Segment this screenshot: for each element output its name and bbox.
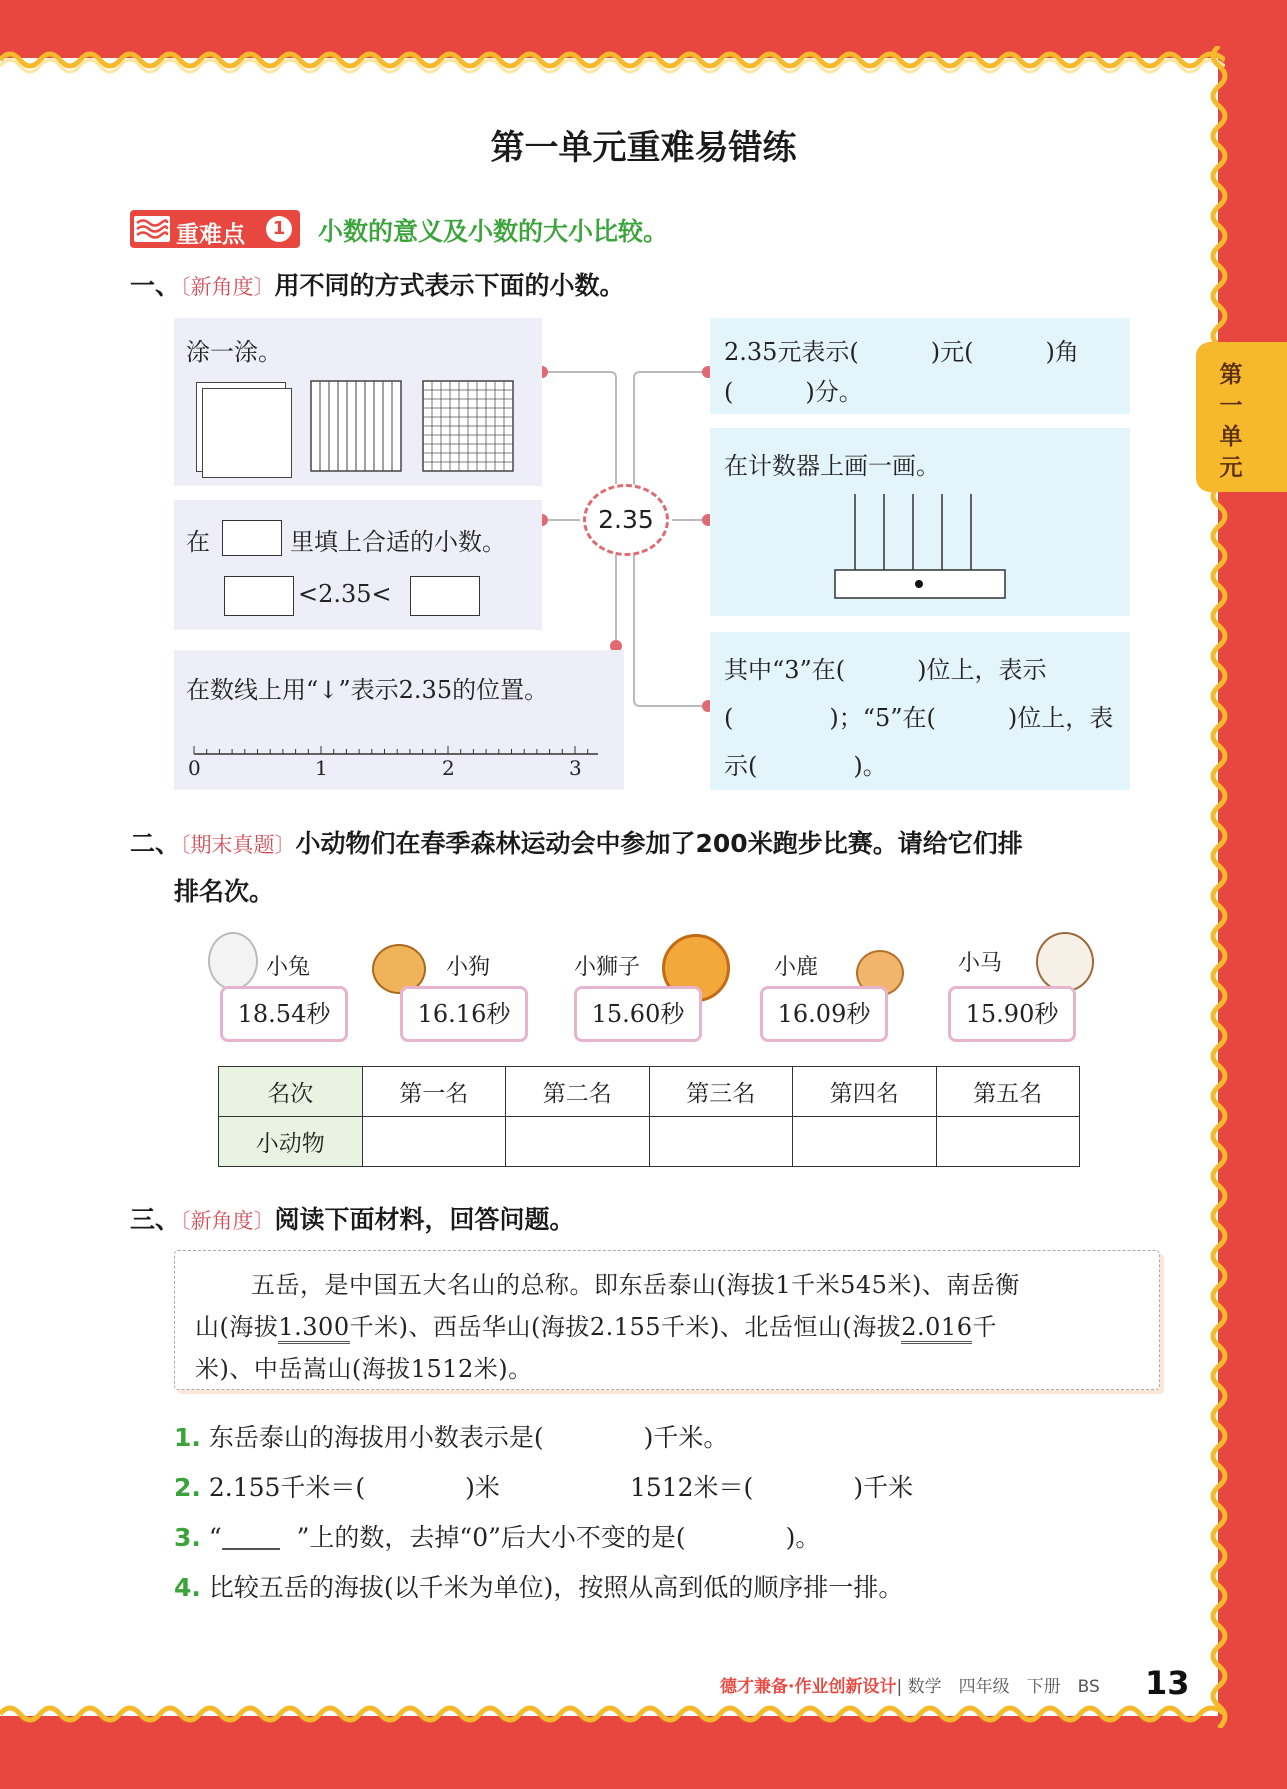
numline-label-1: 1 — [315, 756, 328, 780]
sub-q1-num: 1. — [174, 1423, 201, 1452]
q1-tag: 〔新角度〕 — [180, 275, 275, 299]
panel-abacus — [710, 428, 1130, 616]
animal-name-dog: 小狗 — [446, 955, 491, 980]
key-point-badge — [130, 210, 300, 248]
panel-color-text: 涂一涂。 — [186, 338, 282, 366]
table-header-cell: 第四名 — [793, 1067, 937, 1117]
table-header-cell: 第五名 — [936, 1067, 1080, 1117]
animal-name-deer: 小鹿 — [774, 955, 819, 980]
material-line2 — [195, 1307, 997, 1342]
q1-text: 用不同的方式表示下面的小数。 — [274, 271, 625, 300]
panel-ineq-mid: <2.35< — [298, 580, 392, 608]
answer-cell-2[interactable] — [506, 1117, 650, 1167]
q2-tag: 〔期末真题〕 — [180, 833, 296, 857]
answer-cell-1[interactable] — [362, 1117, 506, 1167]
sub-question-4 — [174, 1568, 903, 1604]
table-row — [219, 1117, 1080, 1167]
sub-q4-num: 4. — [174, 1573, 201, 1602]
sub-q4-text: 比较五岳的海拔(以千米为单位)，按照从高到低的顺序排一排。 — [208, 1573, 904, 1602]
q2-text-line1: 小动物们在春季森林运动会中参加了200米跑步比赛。请给它们排 — [295, 829, 1023, 858]
panel-place-value — [710, 632, 1130, 790]
fill-left-box[interactable] — [224, 576, 294, 616]
table-header-cell: 第三名 — [649, 1067, 793, 1117]
underlined-value-1: 1.300 — [278, 1313, 349, 1344]
square-grid-whole[interactable] — [202, 388, 292, 478]
blank-underline — [222, 1548, 280, 1550]
panel-money — [710, 318, 1130, 414]
sub-q3-num: 3. — [174, 1523, 201, 1552]
rabbit-icon — [208, 932, 258, 990]
q1-heading — [130, 266, 625, 302]
footer-info: | 数学 四年级 下册 BS — [896, 1677, 1100, 1697]
animal-time-deer: 16.09秒 — [760, 986, 888, 1042]
ranking-table — [218, 1066, 1080, 1167]
panel-fill-b: 里填上合适的小数。 — [290, 528, 506, 556]
fill-right-box[interactable] — [410, 576, 480, 616]
q3-text: 阅读下面材料，回答问题。 — [274, 1205, 575, 1234]
animal-name-rabbit: 小兔 — [266, 955, 311, 980]
square-grid-hundredths[interactable] — [422, 380, 516, 474]
numline-label-2: 2 — [442, 756, 455, 780]
numline-label-0: 0 — [188, 756, 201, 780]
answer-cell-4[interactable] — [793, 1117, 937, 1167]
sub-q2-num: 2. — [174, 1473, 201, 1502]
key-point-label: 重难点 — [176, 222, 245, 248]
panel-place-line2: ( )；“5”在( )位上，表 — [724, 704, 1114, 732]
table-header-cell: 第一名 — [362, 1067, 506, 1117]
table-row — [219, 1067, 1080, 1117]
horse-icon — [1036, 932, 1094, 992]
unit-side-tab-label: 第一单元 — [1219, 362, 1243, 481]
panel-numline-text: 在数线上用“↓”表示2.35的位置。 — [186, 676, 549, 704]
q3-tag: 〔新角度〕 — [180, 1209, 275, 1233]
reading-material — [174, 1250, 1160, 1390]
animal-time-dog: 16.16秒 — [400, 986, 528, 1042]
material-line2-b: 千米)、西岳华山(海拔2.155千米)、北岳恒山(海拔 — [349, 1313, 902, 1341]
panel-color-in — [174, 318, 542, 486]
q3-prefix: 三、 — [130, 1205, 181, 1234]
animal-time-lion: 15.60秒 — [574, 986, 702, 1042]
material-line3: 米)、中岳嵩山(海拔1512米)。 — [195, 1355, 533, 1383]
panel-money-line1: 2.35元表示( )元( )角 — [724, 338, 1079, 366]
answer-cell-5[interactable] — [936, 1117, 1080, 1167]
material-line2-c: 千 — [972, 1313, 997, 1341]
sub-q1-text: 东岳泰山的海拔用小数表示是( )千米。 — [208, 1423, 729, 1452]
panel-money-line2: ( )分。 — [724, 378, 863, 406]
animal-time-rabbit: 18.54秒 — [220, 986, 348, 1042]
material-line1: 五岳，是中国五大名山的总称。即东岳泰山(海拔1千米545米)、南岳衡 — [251, 1271, 1020, 1299]
footer-brand: 德才兼备·作业创新设计 — [720, 1677, 897, 1697]
table-header-cell: 第二名 — [506, 1067, 650, 1117]
sub-question-2 — [174, 1468, 913, 1504]
page-number: 13 — [1145, 1664, 1190, 1702]
q2-text-line2: 排名次。 — [174, 877, 275, 906]
q2-prefix: 二、 — [130, 829, 181, 858]
table-header-cell: 名次 — [219, 1067, 363, 1117]
number-line[interactable] — [188, 740, 608, 762]
q2-heading — [130, 824, 1023, 860]
top-wave-border — [0, 46, 1225, 74]
key-point-number: 1 — [266, 216, 292, 242]
panel-place-line3: 示( )。 — [724, 752, 887, 780]
center-value-circle: 2.35 — [583, 484, 669, 556]
panel-abacus-text: 在计数器上画一画。 — [724, 452, 940, 480]
sub-q2-text-a: 2.155千米＝( )米 — [208, 1473, 500, 1502]
abacus-counter[interactable] — [834, 490, 1006, 600]
footer — [720, 1672, 1100, 1697]
panel-fill-decimal — [174, 500, 542, 630]
waves-icon — [134, 216, 170, 242]
animal-name-lion: 小狮子 — [574, 955, 641, 980]
table-row-label: 小动物 — [219, 1117, 363, 1167]
sub-q2-text-b: 1512米＝( )千米 — [629, 1473, 914, 1502]
right-wave-border — [1205, 46, 1233, 1728]
sub-question-1 — [174, 1418, 728, 1454]
sub-q3-text: “ ”上的数，去掉“0”后大小不变的是( )。 — [208, 1523, 821, 1552]
q3-heading — [130, 1200, 575, 1236]
key-point-text: 小数的意义及小数的大小比较。 — [318, 217, 669, 246]
panel-number-line — [174, 650, 624, 790]
q1-prefix: 一、 — [130, 271, 181, 300]
panel-fill-a: 在 — [186, 528, 210, 556]
answer-cell-3[interactable] — [649, 1117, 793, 1167]
animal-time-horse: 15.90秒 — [948, 986, 1076, 1042]
animal-name-horse: 小马 — [958, 951, 1003, 976]
underlined-value-2: 2.016 — [901, 1313, 972, 1344]
material-line2-a: 山(海拔 — [195, 1313, 279, 1341]
square-grid-tenths[interactable] — [310, 380, 404, 474]
bottom-wave-border — [0, 1700, 1225, 1728]
unit-side-tab[interactable] — [1196, 342, 1287, 492]
page-title: 第一单元重难易错练 — [490, 128, 797, 168]
numline-label-3: 3 — [569, 756, 582, 780]
fill-example-box — [222, 520, 282, 556]
panel-place-line1: 其中“3”在( )位上，表示 — [724, 656, 1047, 684]
